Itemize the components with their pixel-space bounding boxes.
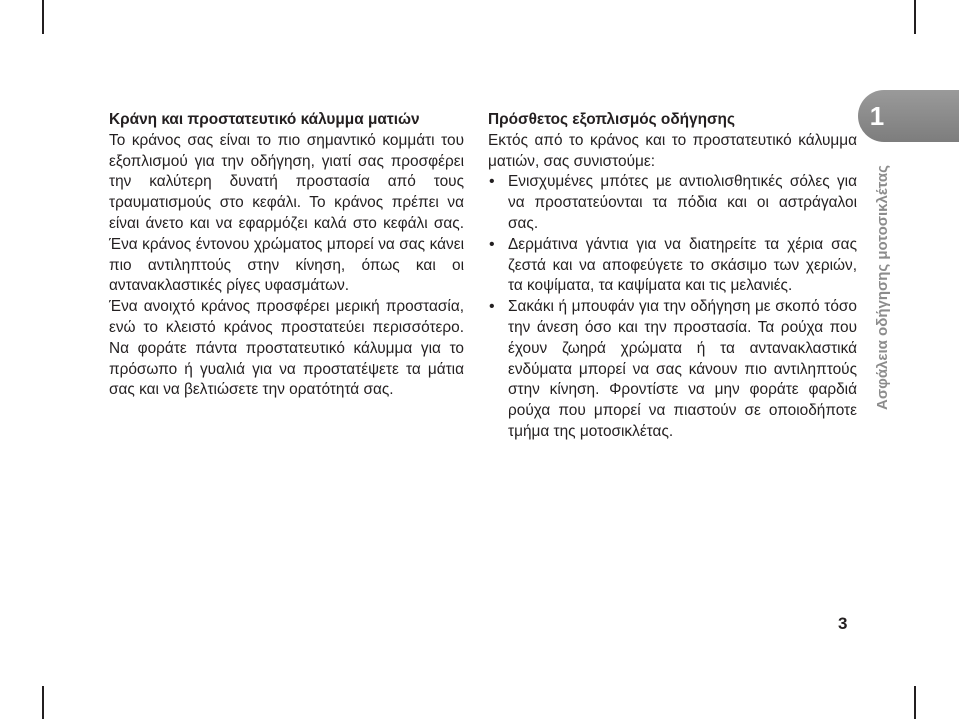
crop-mark-bottom-left xyxy=(42,686,44,719)
chapter-title: Ασφάλεια οδήγησης μοτοσικλέτας xyxy=(874,165,891,410)
bullet-icon: • xyxy=(489,235,495,253)
list-item xyxy=(488,172,857,234)
chapter-number: 1 xyxy=(869,101,885,131)
crop-mark-top-right xyxy=(914,0,916,34)
helmet-paragraph-2: Ένα ανοιχτό κράνος προσφέρει μερική προστασία, ενώ το κλειστό κράνος προστατεύει περισσότερο. Να φοράτε πάντα προστατευτικό κάλυμμα για το πρόσωπο ή γυαλιά για να προστατέψετε τα μάτια σας και να βελτιώσετε την ορατότητά σας. xyxy=(109,298,464,399)
crop-mark-top-left xyxy=(42,0,44,34)
list-item-text: Σακάκι ή μπουφάν για την οδήγηση με σκοπό τόσο την άνεση όσο και την προστασία. Τα ρούχα που έχουν ζωηρά χρώματα ή τα αντανακλαστικά ενδύματα μπορεί να σας κάνουν πιο αντιληπτούς στην κίνηση. Φροντίστε να μην φοράτε φαρδιά ρούχα που μπορεί να πιαστούν σε οποιοδήποτε τμήμα της μοτοσικλέτας. xyxy=(508,298,857,440)
list-item-text: Δερμάτινα γάντια για να διατηρείτε τα χέρια σας ζεστά και να αποφεύγετε το σκάσιμο των χεριών, τα κοψίματα, τα καψίματα και τις μελανιές. xyxy=(508,235,857,295)
bullet-icon: • xyxy=(489,298,495,316)
left-column xyxy=(109,110,464,401)
bullet-icon: • xyxy=(489,173,495,191)
equipment-intro: Εκτός από το κράνος και το προστατευτικό κάλυμμα ματιών, σας συνιστούμε: xyxy=(488,131,857,170)
helmet-paragraph-1: Το κράνος σας είναι το πιο σημαντικό κομμάτι του εξοπλισμού για την οδήγηση, γιατί σας προσφέρει την καλύτερη δυνατή προστασία από τους τραυματισμούς στο κεφάλι. Το κράνος πρέπει να είναι άνετο και να εφαρμόζει καλά στο κεφάλι σας. Ένα κράνος έντονου χρώματος μπορεί να σας κάνει πιο αντιληπτούς στην κίνηση, όπως και οι αντανακλαστικές ρίγες υφασμάτων. xyxy=(109,131,464,295)
helmet-heading: Κράνη και προστατευτικό κάλυμμα ματιών xyxy=(109,111,420,128)
equipment-heading: Πρόσθετος εξοπλισμός οδήγησης xyxy=(488,111,735,128)
list-item-text: Ενισχυμένες μπότες με αντιολισθητικές σόλες για να προστατεύονται τα πόδια και οι αστράγαλοι σας. xyxy=(508,173,857,232)
list-item xyxy=(488,235,857,297)
crop-mark-bottom-right xyxy=(914,686,916,719)
page-number: 3 xyxy=(838,614,848,633)
equipment-list xyxy=(488,172,857,442)
list-item xyxy=(488,297,857,443)
right-column xyxy=(488,110,857,443)
